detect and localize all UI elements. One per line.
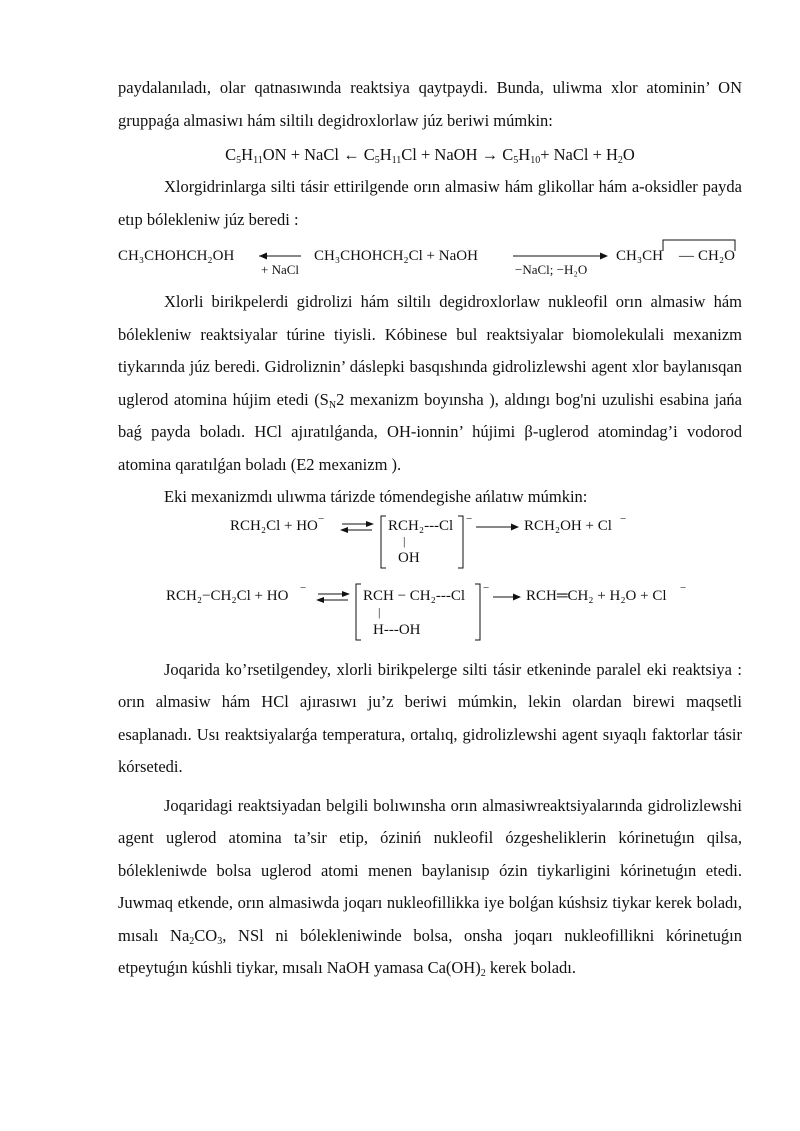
rx1-arrow1-label: + NaCl (261, 262, 300, 277)
eq-text: ON + NaCl (262, 145, 339, 164)
arrow-left-icon (259, 253, 301, 260)
equilibrium-arrows-icon (316, 591, 350, 603)
rx2-rhs-charge: − (620, 513, 627, 525)
paragraph-text: Joqaridagi reaktsiyadan belgili bolıwınsha orın almasiwreaktsiyalarında gidrolizlewshi agent uglerod atomina ta’sir etip, óziniń nukleofil ózgesheliklerin kórinetuǵın qilsa, bólekleniwde bolsa uglerod atomi menen baylanisıp ózin tiykarligini kórinetuǵın etedi. Juwmaq etkende, orın almasiwda joqarı nukleofillikka iye bolǵan kúshsiz tiykar kerek boladı, mısalı Na (118, 795, 742, 945)
rx3-rhs: RCH═CH₂ + H₂O + Cl (526, 587, 667, 604)
rx1-right-b: CH₂O (698, 248, 735, 264)
paragraph-text: 2 mexanizm boyınsha ), aldıngı bog'ni uzulishi esabina jańa baǵ payda boladı. HCl ajıratılǵanda, OH-ionnin’ hújimi β-uglerod atomindag’i vodorod atomina qaratılǵan boladı (E2 mexanizm ). (118, 389, 742, 474)
paragraph-two-mechanisms: Eki mexanizmdı ulıwma tárizde tómendegishe ańlatıw múmkin: (164, 487, 588, 506)
eq-text: Cl + NaOH (401, 145, 478, 164)
eq-sub: 5 (236, 155, 242, 166)
paragraph-parallel-reactions: Joqarida ko’rsetilgendey, xlorli birikpelerge silti tásir etkeninde paralel eki reaktsiya : orın almasiw hám HCl ajırasıwı ju’z beriwi múmkin, lekin olardan birewi maqsetli esaplanadı. Usı reaktsiyalarǵa temperatura, ortalıq, gidrolizlewshi agent sıyaqlı faktorlar tásir kórsetedi. (118, 659, 742, 776)
reaction-scheme-1 (118, 236, 742, 288)
paragraph-mechanism (118, 286, 742, 481)
paragraph-chlorohydrins: Xlorgidrinlarga silti tásir ettirilgende orın almasiw hám glikollar hám a-oksidler payda etıp bólekleniw júz beredi : (118, 177, 742, 229)
rx2-ts-charge: − (466, 513, 473, 525)
paragraph-text: , NSl ni bólekleniwinde bolsa, onsha joqarı nukleofillikni kórinetuǵın etpeytuǵın kúshli tiykar, mısalı NaOH yamasa Ca(OH) (118, 925, 742, 977)
eq-text: C (502, 145, 514, 164)
sub-text: 2 (480, 968, 486, 979)
eq-sub: 5 (513, 155, 519, 166)
arrow-right-icon (493, 593, 521, 600)
eq-sub: 5 (374, 155, 380, 166)
reaction-scheme-e2 (118, 578, 742, 644)
eq-text: + NaCl + H (540, 145, 618, 164)
rx3-ts-bottom: H---OH (373, 621, 421, 638)
reaction-scheme-sn2 (118, 514, 742, 572)
rx1-right-dash: — (679, 248, 694, 264)
eq-sub: 2 (617, 155, 623, 166)
rx3-ts-bar: | (378, 604, 381, 619)
paragraph-conclusion (118, 790, 742, 985)
sub-text: 3 (217, 935, 223, 947)
eq-sub: 10 (530, 155, 541, 166)
rx2-ts-top: RCH₂---Cl (388, 517, 454, 534)
eq-text: H (241, 145, 254, 164)
eq-sub: 11 (391, 155, 402, 166)
rx2-lhs: RCH₂Cl + HO (230, 517, 318, 534)
arrow-right-icon (513, 253, 608, 260)
rx2-rhs: RCH₂OH + Cl (524, 517, 612, 534)
arrow-right: → (481, 145, 499, 164)
rx3-ts-top: RCH − CH₂---Cl (363, 587, 466, 604)
equation-hydrolysis (118, 139, 742, 171)
arrow-left: ← (343, 145, 360, 164)
rx3-lhs: RCH₂−CH₂Cl + HO (166, 587, 289, 604)
paragraph-text: kerek boladı. (485, 958, 576, 977)
rx3-rhs-charge: − (680, 581, 687, 594)
equilibrium-arrows-icon (340, 521, 374, 533)
eq-text: H (518, 145, 531, 164)
eq-text: C (363, 145, 375, 164)
sub-text: N (328, 399, 337, 411)
rx1-middle: CH₃CHOHCH₂Cl + NaOH (314, 248, 478, 264)
rx2-lhs-charge: − (318, 513, 325, 525)
rx1-left: CH₃CHOHCH₂OH (118, 248, 235, 264)
rx2-ts-bar: | (403, 533, 406, 548)
eq-text: C (225, 145, 237, 164)
rx3-lhs-charge: − (300, 581, 307, 594)
paragraph-intro: paydalanıladı, olar qatnasıwında reaktsiya qaytpaydi. Bunda, uliwma xlor atominin’ ON gruppaǵa almasiwı hám siltilı degidroxlorlaw júz beriwi múmkin: (118, 78, 742, 130)
eq-text: O (622, 145, 635, 164)
document-page (118, 72, 742, 985)
paragraph-text: Xlorli birikpelerdi gidrolizi hám siltilı degidroxlorlaw nukleofil orın almasiw hám bólekleniw reaktsiyalar túrine tiyisli. Kóbinese bul reaktsiyalar biomolekulali mexanizm tiykarında júz beredi. Gidroliznin’ dáslepki basqıshında gidrolizlewshi agent xlor baylanısqan uglerod atomina hújim etedi (S (118, 292, 742, 409)
rx2-ts-bottom: OH (398, 549, 420, 566)
eq-sub: 11 (253, 155, 263, 166)
sub-text: 2 (189, 935, 195, 947)
rx3-ts-charge: − (483, 581, 490, 594)
eq-text: H (379, 145, 392, 164)
paragraph-text: CO (194, 925, 218, 945)
arrow-right-icon (476, 523, 519, 530)
rx1-arrow2-label: −NaCl; −H₂O (515, 262, 588, 277)
rx1-right-a: CH₃CH (616, 248, 663, 264)
